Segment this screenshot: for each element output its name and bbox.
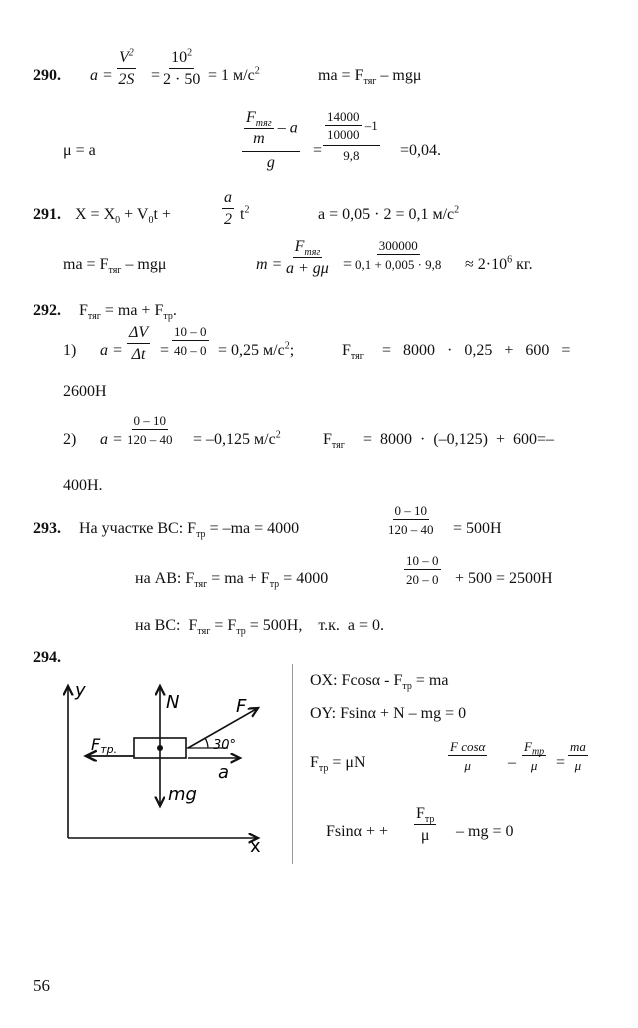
eq-291-t2: $t^2$ <box>240 204 250 223</box>
eq-294-oy: OY: Fsinα + N – mg = 0 <box>310 705 467 722</box>
eq-290-result: = 1 $м/с^2$ <box>208 65 260 84</box>
eq-290-force: ma = $F_{тяг}$ – mgμ <box>318 67 422 88</box>
eq-292-f1-value: = 8000 · 0,25 + 600 = <box>382 342 571 359</box>
frac-293-1: 0 – 10 120 – 40 <box>388 503 434 537</box>
acceleration-label: a <box>218 762 230 783</box>
eq-294-last-rhs: – mg = 0 <box>456 823 514 840</box>
eq-294-ftr: $F_{тр} = \mu N$ <box>310 754 366 775</box>
eq-292-a-lhs-2: a = <box>100 431 123 448</box>
force-diagram <box>58 676 298 856</box>
x-axis-label: x <box>250 836 261 856</box>
eq-291-m-lhs: m = <box>256 256 283 273</box>
frac-291-m-numeric: 300000 0,1 + 0,005 · 9,8 <box>355 238 442 272</box>
eq-292-equals-1: = <box>160 342 170 359</box>
frac-290-mu-symbolic: $F_{тяг}$ m – a g <box>242 110 300 171</box>
eq-294-equals: = <box>556 754 566 771</box>
eq-291-equals: = <box>343 256 353 273</box>
eq-293-result-1: = 500Н <box>453 520 502 537</box>
frac-291-a-2: a 2 <box>224 189 232 228</box>
angle-label: 30° <box>213 738 237 753</box>
vertical-divider <box>292 664 294 864</box>
frac-294-a: F cosα μ <box>450 739 486 773</box>
frac-293-2: 10 – 0 20 – 0 <box>406 553 439 587</box>
result-292-1: 2600Н <box>63 383 107 400</box>
eq-291-approx: ≈ $2\cdot 10^6$ кг. <box>465 254 533 273</box>
normal-force-label: N <box>166 692 180 713</box>
problem-number-293: 293. <box>33 520 61 537</box>
problem-number-292: 292. <box>33 302 61 319</box>
eq-293-line2: на АВ: $F_{тяг}$ = ma + $F_{тр} = 4000$ <box>135 570 329 591</box>
problem-number-294: 294. <box>33 649 61 666</box>
problem-number-291: 291. <box>33 206 61 223</box>
eq-292-a-lhs: a = <box>100 342 123 359</box>
frac-294-b: $F_{тр}$ μ <box>524 739 545 773</box>
eq-292-result-2: = –0,125 $м/с^2$ <box>193 429 281 448</box>
angle-arc <box>205 738 208 748</box>
eq-292-f1: $F_{тяг}$ <box>342 342 364 363</box>
eq-290-equals-2: = <box>313 142 323 159</box>
eq-291-a-value: a = 0,05 · 2 = 0,1 $м/с^2$ <box>318 204 460 223</box>
eq-294-minus: – <box>508 754 516 771</box>
page-number: 56 <box>33 976 50 995</box>
frac-290-mu-numeric: $\frac{14000}{10000}$ –1 9,8 <box>323 110 380 162</box>
eq-290-equals: = <box>151 67 161 84</box>
eq-294-last-lhs: Fsinα + + <box>326 823 388 840</box>
result-292-2: 400Н. <box>63 477 103 494</box>
eq-293-line3: на ВС: $F_{тяг} = F_{тр} = 500Н$, т.к. a = 0. <box>135 617 384 638</box>
eq-294-ox: OX: Fcosα - $F_{тр}$ = ma <box>310 672 449 693</box>
eq-292-f2-value: = 8000 · (–0,125) + 600=– <box>363 431 555 448</box>
eq-291-ma: ma = $F_{тяг}$ – mgμ <box>63 256 167 277</box>
frac-290-numeric: $10^2$ 2 · 50 <box>163 47 201 88</box>
case-292-2: 2) <box>63 431 77 448</box>
problem-number-290: 290. <box>33 67 61 84</box>
frac-292-dv-dt: ΔV Δt <box>129 324 149 363</box>
frac-294-last: $F_{тр}$ μ <box>416 805 435 844</box>
eq-290-mu-result: =0,04. <box>400 142 442 159</box>
eq-290-mu-lhs: μ = a <box>63 142 96 159</box>
frac-290-v2-2s: $V^2$ 2S <box>118 47 135 88</box>
eq-291-x: $X = X_0 + V_0t$ + <box>75 206 171 227</box>
eq-290-a-lhs: a = <box>90 67 113 84</box>
frac-294-c: ma μ <box>570 739 586 773</box>
case-292-1: 1) <box>63 342 77 359</box>
y-axis-label: y <box>75 680 86 701</box>
frac-292-numeric-2: 0 – 10 120 – 40 <box>127 413 173 447</box>
eq-292-f2: $F_{тяг}$ <box>323 431 345 452</box>
eq-293-result-2: + 500 = 2500Н <box>455 570 553 587</box>
frac-291-m-symbolic: $F_{тяг}$ a + gμ <box>286 238 329 277</box>
eq-293-line1: На участке ВС: $F_{тр} = -ma = 4000$ <box>79 520 300 541</box>
frac-292-numeric-1: 10 – 0 40 – 0 <box>174 324 207 358</box>
eq-292-result-1: = 0,25 $м/с^2$; <box>218 340 295 359</box>
applied-force-label: F <box>236 696 247 717</box>
friction-label: Fтр. <box>91 735 118 756</box>
gravity-label: mg <box>168 784 197 805</box>
eq-292-f: $F_{тяг}$ = ma + $F_{тр}$. <box>79 302 177 323</box>
